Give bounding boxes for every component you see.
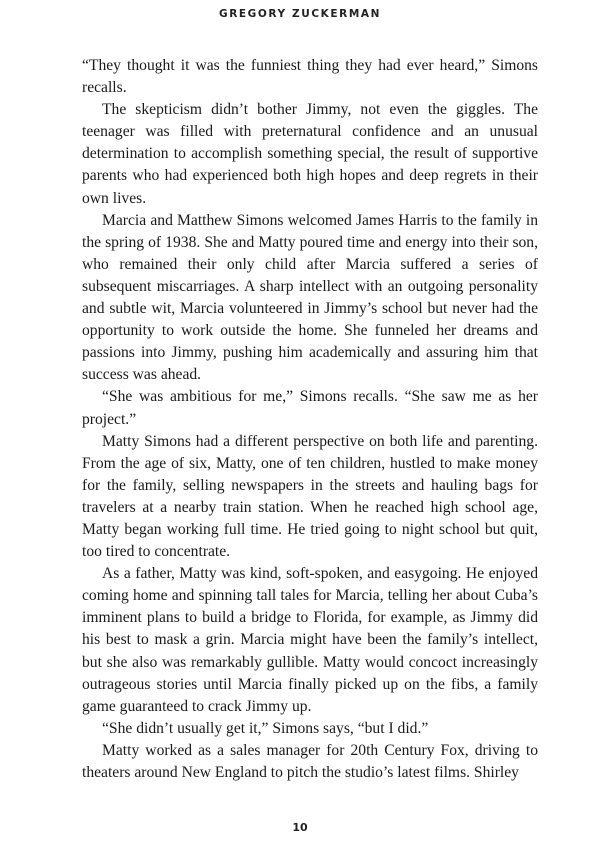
paragraph: Matty worked as a sales manager for 20th Century Fox, driving to theaters around New England to pitch the studio’s latest films. Shirley	[82, 741, 538, 781]
body-text	[82, 55, 538, 784]
paragraph: As a father, Matty was kind, soft-spoken, and easygoing. He enjoyed coming home and spinning tall tales for Marcia, telling her about Cuba’s imminent plans to build a bridge to Florida, for example, as Jimmy did his best to mask a grin. Marcia might have been the family’s intellect, but she also was remarkably gullible. Matty would concoct increasingly outrageous stories until Marcia finally picked up on the fibs, a family game guaranteed to crack Jimmy up.	[82, 565, 538, 715]
paragraph: Marcia and Matthew Simons welcomed James Harris to the family in the spring of 1938. She and Matty poured time and energy into their son, who remained their only child after Marcia suffered a series of subsequent miscarriages. A sharp intellect with an outgoing personality and subtle wit, Marcia volunteered in Jimmy’s school but never had the opportunity to work outside the home. She funneled her dreams and passions into Jimmy, pushing him academically and assuring him that success was ahead.	[82, 211, 538, 384]
paragraph: “She didn’t usually get it,” Simons says, “but I did.”	[102, 719, 429, 737]
paragraph: “She was ambitious for me,” Simons recalls. “She saw me as her project.”	[82, 388, 538, 428]
paragraph: Matty Simons had a different perspective on both life and parenting. From the age of six, Matty, one of ten children, hustled to make money for the family, selling newspapers in the streets and hauling bags for travelers at a nearby train station. When he reached high school age, Matty began working full time. He tried going to night school but quit, too tired to concentrate.	[82, 432, 538, 561]
paragraph: “They thought it was the funniest thing they had ever heard,” Simons recalls.	[82, 57, 538, 97]
running-head: GREGORY ZUCKERMAN	[219, 8, 381, 20]
paragraph: The skepticism didn’t bother Jimmy, not even the giggles. The teenager was filled with preternatural confidence and an unusual determination to accomplish something special, the result of supportive parents who had experienced both high hopes and deep regrets in their own lives.	[82, 101, 538, 207]
page-number: 10	[292, 821, 308, 834]
